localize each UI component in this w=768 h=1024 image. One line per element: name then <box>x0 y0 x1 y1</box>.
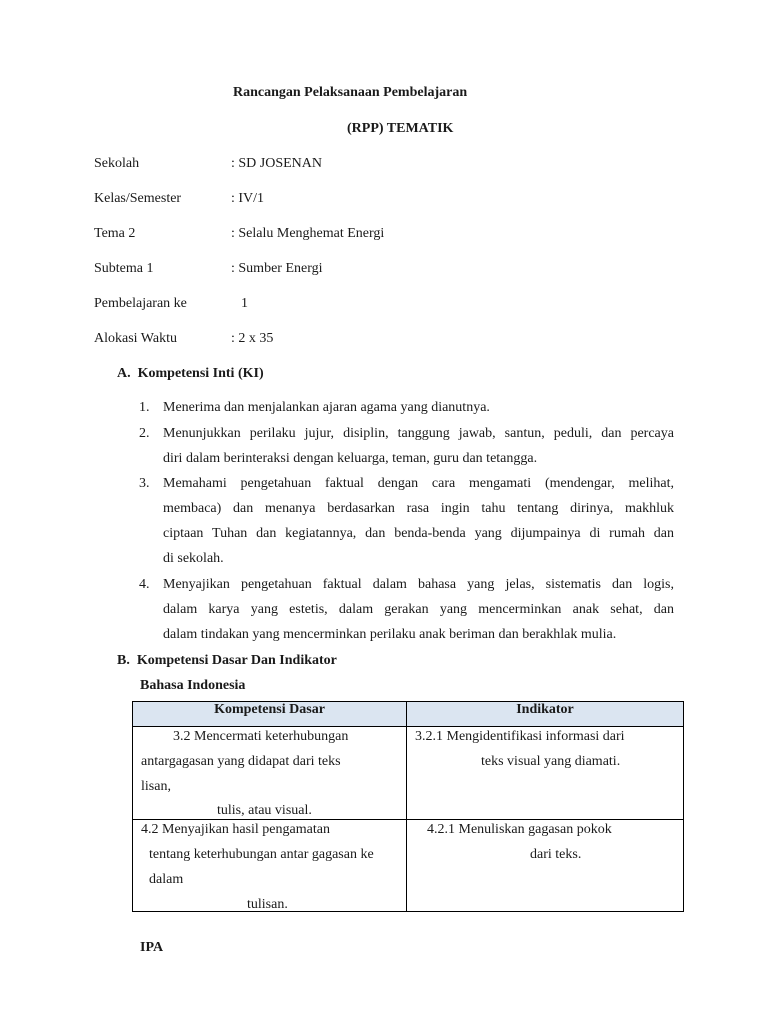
cell-line: 3.2 Mencermati keterhubungan <box>173 729 349 744</box>
cell-line: dari teks. <box>530 847 582 862</box>
ki-item-4-line-1: Menyajikan pengetahuan faktual dalam bahasa yang jelas, sistematis dan logis, <box>163 577 674 592</box>
ipa-subheading: IPA <box>140 940 164 955</box>
identity-label-lesson: Pembelajaran ke <box>94 296 187 311</box>
ki-item-4-line-2: dalam karya yang estetis, dalam gerakan yang mencerminkan anak sehat, dan <box>163 602 674 617</box>
ki-item-2-line-1: Menunjukkan perilaku jujur, disiplin, tanggung jawab, santun, peduli, dan percaya <box>163 426 674 441</box>
table-header-row <box>133 702 684 727</box>
ki-item-3-line-2: membaca) dan menanya berdasarkan rasa ingin tahu tentang dirinya, makhluk <box>163 501 674 516</box>
section-b-subheading: Bahasa Indonesia <box>140 678 246 693</box>
cell-line: teks visual yang diamati. <box>481 754 621 769</box>
identity-label-theme: Tema 2 <box>94 226 136 241</box>
identity-label-time: Alokasi Waktu <box>94 331 177 346</box>
ki-item-4-line-3: dalam tindakan yang mencerminkan perilaku anak beriman dan berakhlak mulia. <box>163 627 617 642</box>
identity-value-theme: : Selalu Menghemat Energi <box>231 226 385 241</box>
ki-item-3-line-4: di sekolah. <box>163 551 224 566</box>
section-b-heading: B. Kompetensi Dasar Dan Indikator <box>117 653 337 668</box>
ki-item-3-number: 3. <box>139 476 150 491</box>
table-header-indicator: Indikator <box>407 702 684 727</box>
identity-value-lesson: 1 <box>241 296 248 311</box>
kd-indicator-table <box>132 701 684 912</box>
ki-item-4-number: 4. <box>139 577 150 592</box>
identity-value-class: : IV/1 <box>231 191 265 206</box>
document-title: Rancangan Pelaksanaan Pembelajaran <box>233 85 468 100</box>
cell-line: antargagasan yang didapat dari teks <box>141 754 341 769</box>
section-a-heading: A. Kompetensi Inti (KI) <box>117 366 264 381</box>
table-cell-indicator <box>407 820 684 912</box>
table-cell-kd <box>133 727 407 820</box>
cell-line: 3.2.1 Mengidentifikasi informasi dari <box>415 729 625 744</box>
cell-line: lisan, <box>141 779 171 794</box>
cell-line: tulisan. <box>247 897 288 912</box>
table-header-kd: Kompetensi Dasar <box>133 702 407 727</box>
ki-item-1-number: 1. <box>139 400 150 415</box>
ki-item-2-line-2: diri dalam berinteraksi dengan keluarga, teman, guru dan tetangga. <box>163 451 538 466</box>
ki-item-3-line-1: Memahami pengetahuan faktual dengan cara mengamati (mendengar, melihat, <box>163 476 674 491</box>
cell-line: tentang keterhubungan antar gagasan ke <box>149 847 374 862</box>
ki-item-1-line-1: Menerima dan menjalankan ajaran agama yang dianutnya. <box>163 400 490 415</box>
table-row <box>133 820 684 912</box>
identity-label-subtheme: Subtema 1 <box>94 261 154 276</box>
document-subtitle: (RPP) TEMATIK <box>347 121 454 136</box>
ki-item-2-number: 2. <box>139 426 150 441</box>
cell-line: tulis, atau visual. <box>217 803 312 818</box>
cell-line: dalam <box>149 872 184 887</box>
table-row <box>133 727 684 820</box>
cell-line: 4.2.1 Menuliskan gagasan pokok <box>427 822 612 837</box>
identity-value-school: : SD JOSENAN <box>231 156 323 171</box>
ki-item-3-line-3: ciptaan Tuhan dan kegiatannya, dan benda-benda yang dijumpainya di rumah dan <box>163 526 674 541</box>
identity-label-school: Sekolah <box>94 156 140 171</box>
table-cell-indicator <box>407 727 684 820</box>
table-cell-kd <box>133 820 407 912</box>
identity-value-subtheme: : Sumber Energi <box>231 261 323 276</box>
identity-value-time: : 2 x 35 <box>231 331 274 346</box>
cell-line: 4.2 Menyajikan hasil pengamatan <box>141 822 330 837</box>
identity-label-class: Kelas/Semester <box>94 191 182 206</box>
